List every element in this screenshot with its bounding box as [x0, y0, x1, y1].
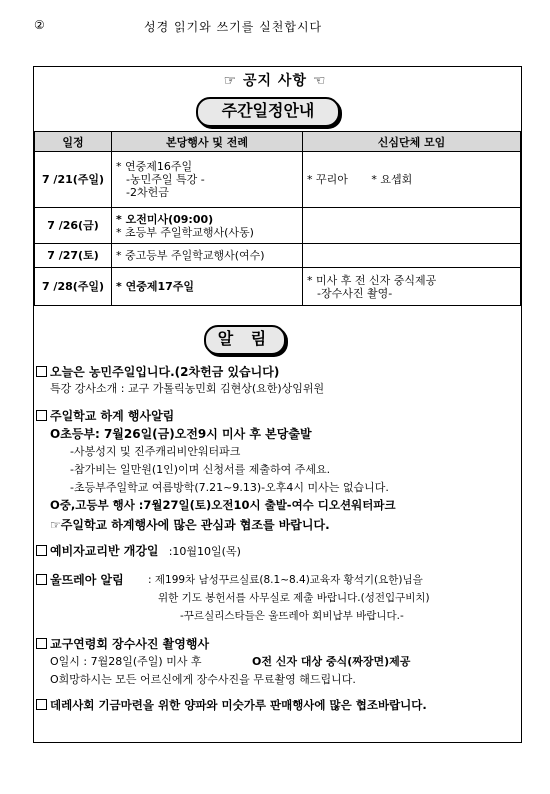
notice-line: -꾸르실리스타들은 울뜨레아 회비납부 바랍니다.-: [180, 610, 404, 622]
notice-heading: 울뜨레아 알림: [50, 573, 124, 587]
row-main-line: * 중고등부 주일학교행사(여수): [116, 249, 265, 262]
schedule-table: [34, 131, 521, 306]
row-main: [112, 244, 303, 268]
checkbox-square-icon: [36, 410, 47, 421]
notice-line: -초등부주일학교 여름방학(7.21~9.13)-오후4시 미사는 없습니다.: [70, 481, 389, 494]
row-group: [303, 268, 521, 306]
notice-line: 위한 기도 봉헌서를 사무실로 제출 바랍니다.(성전입구비치): [158, 592, 430, 604]
notice-heading: 오늘은 농민주일입니다.(2차헌금 있습니다): [50, 365, 280, 379]
table-row: [35, 152, 521, 208]
row-group-item: * 미사 후 전 신자 중식제공: [307, 273, 437, 287]
table-row: [35, 208, 521, 244]
row-main-line: * 초등부 주일학교행사(사동): [116, 225, 254, 239]
notice-item: [36, 635, 209, 652]
notice-line: ☞주일학교 하계행사에 많은 관심과 협조를 바랍니다.: [50, 518, 330, 532]
page-motto: 성경 읽기와 쓰기를 실천합시다: [144, 20, 323, 34]
notice-line: O전 신자 대상 중식(짜장면)제공: [252, 655, 411, 668]
notice-line: O초등부: 7월26일(금)오전9시 미사 후 본당출발: [50, 427, 312, 441]
row-main-line: -농민주일 특강 -: [126, 173, 205, 186]
notice-line: O희망하시는 모든 어르신에게 장수사진을 무료촬영 해드립니다.: [50, 673, 356, 686]
page-header: [34, 16, 522, 38]
checkbox-square-icon: [36, 638, 47, 649]
notice-line: : 제199차 남성꾸르실료(8.1~8.4)교육자 황석기(요한)님을: [148, 574, 423, 586]
row-group-item: -장수사진 촬영-: [317, 286, 393, 300]
checkbox-square-icon: [36, 574, 47, 585]
checkbox-square-icon: [36, 366, 47, 377]
page-number: ②: [34, 18, 45, 32]
row-main-line: * 연중제17주일: [116, 280, 195, 293]
col-date-header: 일정: [35, 132, 112, 152]
row-group: [303, 208, 521, 244]
row-group: [303, 152, 521, 208]
checkbox-square-icon: [36, 699, 47, 710]
row-date: 7 /21(주일): [35, 152, 112, 208]
row-group-item: * 꾸리아: [307, 173, 348, 186]
row-group-item: * 요셉회: [371, 173, 413, 186]
row-main-line: -2차헌금: [126, 186, 169, 199]
row-main-line: * 연중제16주일: [116, 160, 193, 173]
announcements-title: 알 림: [204, 325, 286, 355]
checkbox-square-icon: [36, 545, 47, 556]
bulletin-box: [33, 66, 522, 743]
notice-line: O일시 : 7월28일(주일) 미사 후: [50, 655, 202, 668]
table-row: [35, 268, 521, 306]
row-main: [112, 208, 303, 244]
row-date: 7 /28(주일): [35, 268, 112, 306]
table-header-row: [35, 132, 521, 152]
notice-item: [36, 542, 241, 559]
row-date: 7 /26(금): [35, 208, 112, 244]
col-group-header: 신심단체 모임: [303, 132, 521, 152]
row-date: 7 /27(토): [35, 244, 112, 268]
schedule-title: 주간일정안내: [196, 97, 340, 127]
notice-line: O중,고등부 행사 :7월27일(토)오전10시 출발-여수 디오션워터파크: [50, 498, 396, 512]
notice-item: [36, 571, 124, 588]
notice-value: :10월10일(목): [168, 545, 241, 558]
notice-heading: 교구연령회 장수사진 촬영행사: [50, 637, 210, 651]
notice-item: [36, 407, 174, 424]
row-main: [112, 268, 303, 306]
notice-heading: 주일학교 하계 행사알림: [50, 409, 175, 423]
table-row: [35, 244, 521, 268]
notice-item: [36, 363, 279, 380]
row-main: [112, 152, 303, 208]
notice-heading: 예비자교리반 개강일: [50, 544, 159, 558]
notice-line: -사봉성지 및 진주캐리비안워터파크: [70, 445, 241, 458]
notice-item: [36, 697, 427, 713]
notice-heading: 데레사회 기금마련을 위한 양파와 미숫가루 판매행사에 많은 협조바랍니다.: [50, 698, 427, 712]
notice-line: -참가비는 일만원(1인)이며 신청서를 제출하여 주세요.: [70, 463, 331, 476]
row-group: [303, 244, 521, 268]
col-main-header: 본당행사 및 전례: [112, 132, 303, 152]
notice-line: 특강 강사소개 : 교구 가톨릭농민회 김현상(요한)상임위원: [50, 382, 325, 395]
row-main-line: * 오전미사(09:00): [116, 212, 214, 226]
notice-title: ☞ 공지 사항 ☜: [223, 73, 327, 89]
